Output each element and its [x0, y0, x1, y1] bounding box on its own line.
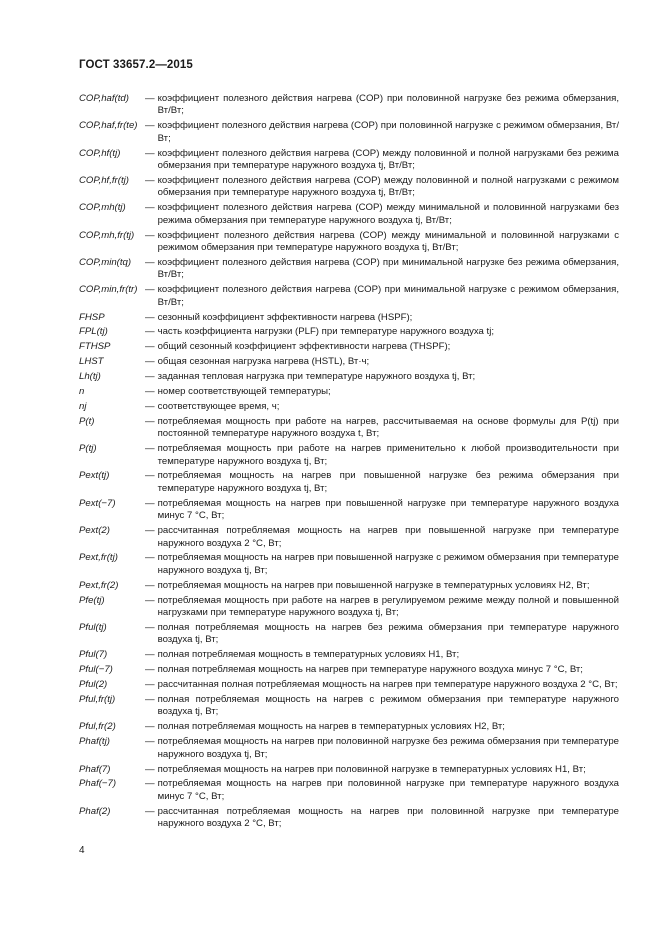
- definition-text: потребляемая мощность на нагрев при половинной нагрузке при температуре наружного воздуха минус 7 °С, Вт;: [157, 778, 619, 802]
- definition-dash: —: [145, 256, 155, 268]
- definition-row: [79, 552, 619, 577]
- definition-text: коэффициент полезного действия нагрева (COP) между половинной и полной нагрузками с режимом обмерзания при температуре наружного воздуха tj, Вт/Вт;: [157, 174, 619, 199]
- definition-symbol: FHSP: [79, 311, 105, 323]
- definition-row: [79, 736, 619, 761]
- definition-dash: —: [145, 415, 155, 427]
- document-header: ГОСТ 33657.2—2015: [79, 59, 193, 71]
- definition-dash: —: [145, 311, 155, 323]
- definition-dash: —: [145, 525, 155, 537]
- definition-dash: —: [145, 341, 155, 353]
- definition-dash: —: [145, 93, 155, 104]
- definition-dash: —: [145, 470, 155, 482]
- definition-text: полная потребляемая мощность в температурных условиях Н1, Вт;: [157, 649, 460, 661]
- definition-row: [79, 386, 619, 398]
- definition-symbol: Pful(−7): [79, 664, 113, 676]
- definition-text: потребляемая мощность на нагрев при повышенной нагрузке с режимом обмерзания при температуре наружного воздуха tj, Вт;: [157, 552, 619, 576]
- definition-row: [79, 649, 619, 661]
- definition-text: коэффициент полезного действия нагрева (COP) при половинной нагрузке без режима обмерзания, Вт/Вт;: [157, 93, 619, 117]
- definition-text: полная потребляемая мощность на нагрев при температуре наружного воздуха минус 7 °С, Вт;: [157, 664, 583, 676]
- definition-symbol: n: [79, 386, 85, 398]
- definition-row: [79, 371, 619, 383]
- definition-text: коэффициент полезного действия нагрева (COP) между минимальной и половинной нагрузками с режимом обмерзания при температуре наружного воздуха tj, Вт/Вт;: [157, 229, 619, 253]
- definition-symbol: Lh(tj): [79, 371, 101, 383]
- definition-dash: —: [145, 284, 155, 296]
- definition-symbol: COP,hf,fr(tj): [79, 174, 129, 186]
- definition-symbol: Pful(2): [79, 679, 108, 691]
- definition-row: [79, 721, 619, 733]
- definition-text: заданная тепловая нагрузка при температуре наружного воздуха tj, Вт;: [157, 371, 476, 383]
- definition-symbol: Pext,fr(2): [79, 579, 119, 591]
- definition-row: [79, 148, 619, 173]
- definition-symbol: Phaf(tj): [79, 736, 110, 748]
- definition-symbol: Phaf(7): [79, 763, 111, 775]
- definition-dash: —: [145, 693, 155, 705]
- definition-text: коэффициент полезного действия нагрева (COP) при минимальной нагрузке с режимом обмерзания, Вт/Вт;: [157, 284, 619, 308]
- definition-symbol: FPL(tj): [79, 326, 108, 338]
- definition-row: [79, 326, 619, 338]
- definition-symbol: COP,mh,fr(tj): [79, 229, 135, 241]
- definition-text: коэффициент полезного действия нагрева (COP) при половинной нагрузке с режимом обмерзания, Вт/Вт;: [157, 120, 619, 144]
- definition-dash: —: [145, 679, 155, 691]
- definition-text: номер соответствующей температуры;: [157, 386, 331, 398]
- definition-dash: —: [145, 174, 155, 186]
- definition-symbol: Pext(tj): [79, 470, 110, 482]
- definition-row: [79, 622, 619, 647]
- definition-dash: —: [145, 202, 155, 214]
- definition-row: [79, 257, 619, 282]
- definition-row: [79, 679, 619, 691]
- definition-row: [79, 595, 619, 620]
- definition-symbol: COP,haf,fr(te): [79, 120, 138, 132]
- definition-symbol: COP,haf(td): [79, 93, 129, 104]
- definition-row: [79, 230, 619, 255]
- definition-text: потребляемая мощность при работе на нагрев в регулируемом режиме между полной и повышенной нагрузками при температуре наружного воздуха tj, Вт;: [157, 594, 619, 619]
- definition-dash: —: [145, 805, 155, 817]
- definition-symbol: P(tj): [79, 443, 97, 455]
- definition-row: [79, 120, 619, 145]
- definition-row: [79, 202, 619, 227]
- definition-row: [79, 356, 619, 368]
- definition-symbol: Pful(7): [79, 649, 108, 661]
- definition-text: полная потребляемая мощность на нагрев без режима обмерзания при температуре наружного воздуха tj, Вт;: [157, 621, 619, 646]
- definition-symbol: FTHSP: [79, 341, 111, 353]
- definition-symbol: Pfe(tj): [79, 594, 105, 606]
- definition-row: [79, 580, 619, 592]
- definition-symbol: Phaf(2): [79, 805, 111, 817]
- definition-dash: —: [145, 443, 155, 455]
- definition-text: полная потребляемая мощность на нагрев с режимом обмерзания при температуре наружного воздуха tj, Вт;: [157, 693, 619, 718]
- definition-row: [79, 778, 619, 803]
- definition-symbol: Pext(2): [79, 525, 110, 537]
- definition-symbol: COP,mh(tj): [79, 202, 126, 214]
- definition-row: [79, 470, 619, 495]
- definition-text: часть коэффициента нагрузки (PLF) при температуре наружного воздуха tj;: [157, 326, 495, 338]
- definition-row: [79, 806, 619, 831]
- definition-dash: —: [145, 386, 155, 398]
- definition-text: рассчитанная полная потребляемая мощность на нагрев при температуре наружного воздуха 2 °С, Вт;: [157, 679, 618, 691]
- definition-symbol: Pext,fr(tj): [79, 552, 118, 564]
- definition-text: потребляемая мощность на нагрев при половинной нагрузке в температурных условиях Н1, Вт;: [157, 763, 586, 775]
- definition-text: общий сезонный коэффициент эффективности нагрева (THSPF);: [157, 341, 451, 353]
- definition-text: потребляемая мощность на нагрев при повышенной нагрузке при температуре наружного воздуха минус 7 °С, Вт;: [157, 497, 619, 522]
- definition-dash: —: [145, 371, 155, 383]
- definition-row: [79, 284, 619, 309]
- definition-row: [79, 312, 619, 324]
- definition-row: [79, 401, 619, 413]
- definition-dash: —: [145, 552, 155, 564]
- definition-dash: —: [145, 649, 155, 661]
- definition-row: [79, 694, 619, 719]
- definition-dash: —: [145, 664, 155, 676]
- definition-dash: —: [145, 579, 155, 591]
- definition-symbol: Phaf(−7): [79, 778, 117, 790]
- definition-symbol: COP,hf(tj): [79, 147, 121, 159]
- definition-dash: —: [145, 147, 155, 159]
- definition-symbol: COP,min,fr(tr): [79, 284, 138, 296]
- definition-text: потребляемая мощность на нагрев при половинной нагрузке без режима обмерзания при температуре наружного воздуха tj, Вт;: [157, 736, 619, 760]
- definition-text: рассчитанная потребляемая мощность на нагрев при повышенной нагрузке при температуре наружного воздуха 2 °С, Вт;: [157, 525, 619, 549]
- definition-text: полная потребляемая мощность на нагрев в температурных условиях Н2, Вт;: [157, 721, 505, 733]
- definition-text: общая сезонная нагрузка нагрева (HSTL), Вт·ч;: [157, 356, 370, 368]
- definition-text: коэффициент полезного действия нагрева (COP) между минимальной и половинной нагрузками без режима обмерзания при температуре наружного воздуха tj, Вт/Вт;: [157, 202, 619, 226]
- definition-symbol: LHST: [79, 356, 104, 368]
- definition-row: [79, 416, 619, 441]
- definition-dash: —: [145, 356, 155, 368]
- definition-dash: —: [145, 763, 155, 775]
- definition-dash: —: [145, 721, 155, 733]
- definition-row: [79, 93, 619, 118]
- definition-row: [79, 664, 619, 676]
- definition-dash: —: [145, 736, 155, 748]
- definition-symbol: Pext(−7): [79, 497, 116, 509]
- definition-dash: —: [145, 778, 155, 790]
- definition-dash: —: [145, 400, 155, 412]
- definition-dash: —: [145, 594, 155, 606]
- definitions-list: [79, 93, 619, 833]
- definition-text: рассчитанная потребляемая мощность на нагрев при половинной нагрузке при температуре наружного воздуха 2 °С, Вт;: [157, 805, 619, 830]
- definition-text: потребляемая мощность на нагрев при повышенной нагрузке без режима обмерзания при температуре наружного воздуха tj, Вт;: [157, 470, 619, 494]
- definition-dash: —: [145, 497, 155, 509]
- definition-row: [79, 341, 619, 353]
- definition-symbol: Pful,fr(tj): [79, 693, 116, 705]
- definition-row: [79, 525, 619, 550]
- definition-text: соответствующее время, ч;: [157, 400, 280, 412]
- definition-symbol: nj: [79, 400, 87, 412]
- definition-text: потребляемая мощность при работе на нагрев применительно к любой производительности при температуре наружного воздуха tj, Вт;: [157, 443, 619, 467]
- definition-symbol: Pful,fr(2): [79, 721, 116, 733]
- definition-text: коэффициент полезного действия нагрева (COP) при минимальной нагрузке без режима обмерзания, Вт/Вт;: [157, 256, 619, 281]
- definition-text: сезонный коэффициент эффективности нагрева (HSPF);: [157, 311, 413, 323]
- definition-text: потребляемая мощность при работе на нагрев, рассчитываемая на основе формулы для P(tj) при постоянной температуре наружного воздуха t, Вт;: [157, 415, 619, 440]
- definition-symbol: Pful(tj): [79, 621, 107, 633]
- definition-symbol: COP,min(tq): [79, 256, 132, 268]
- definition-row: [79, 764, 619, 776]
- definition-text: потребляемая мощность на нагрев при повышенной нагрузке в температурных условиях Н2, Вт;: [157, 579, 590, 591]
- page-number: 4: [79, 845, 85, 856]
- definition-row: [79, 498, 619, 523]
- definition-text: коэффициент полезного действия нагрева (COP) между половинной и полной нагрузками без режима обмерзания при температуре наружного воздуха tj, Вт/Вт;: [157, 147, 619, 172]
- definition-dash: —: [145, 229, 155, 241]
- definition-row: [79, 175, 619, 200]
- definition-dash: —: [145, 621, 155, 633]
- definition-row: [79, 443, 619, 468]
- definition-dash: —: [145, 326, 155, 338]
- definition-symbol: P(t): [79, 415, 95, 427]
- definition-dash: —: [145, 120, 155, 132]
